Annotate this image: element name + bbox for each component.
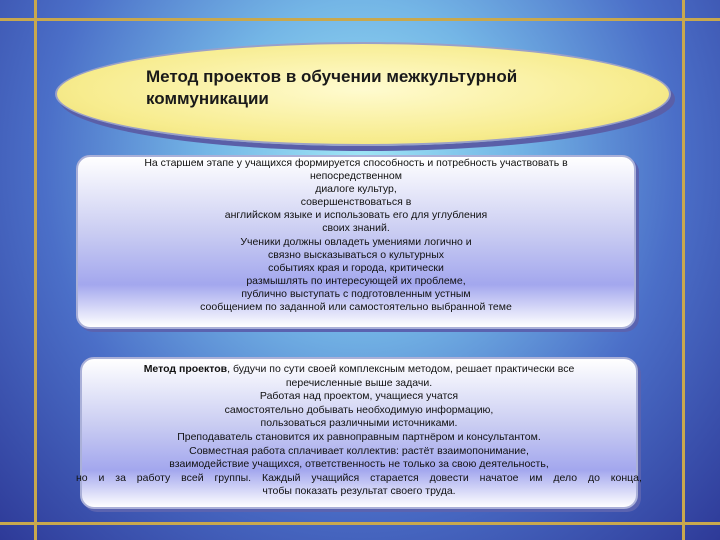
text-block-2 [76,363,642,499]
text-line: Совместная работа сплачивает коллектив: растёт взаимопонимание, [189,444,529,457]
text-line: публично выступать с подготовленным устным [241,287,471,300]
text-line: непосредственном [309,170,402,183]
text-line: своих знаний. [322,222,390,235]
text-line: связно высказываться о культурных [267,248,444,261]
text-line: Работая над проектом, учащиеся учатся [259,390,459,403]
bold-lead: Метод проектов [143,363,228,375]
word: и [98,471,105,484]
text-line: событиях края и города, критически [268,261,444,274]
text-line: совершенствоваться в [300,196,412,209]
word: конца, [610,471,642,484]
frame-line-left [34,0,37,540]
text-line: Ученики должны овладеть умениями логично и [240,235,472,248]
text-line: перечисленные выше задачи. [285,376,433,389]
text-block-1 [76,157,636,314]
word: учащийся [311,471,360,484]
word: работу [136,471,171,484]
word: за [115,471,126,484]
text-line: чтобы показать результат своего труда. [262,485,456,498]
text-line: диалоге культур, [315,183,397,196]
text-line: пользоваться различными источниками. [260,417,458,430]
text-line [76,363,642,377]
text-line: На старшем этапе у учащихся формируется способность и потребность участвовать в [144,157,568,169]
title-line-1: Метод проектов в обучении межкультурной [146,67,518,86]
word: до [587,471,600,484]
frame-line-top [0,18,720,21]
text-line: Преподаватель становится их равноправным партнёром и консультантом. [177,430,541,443]
text-line: сообщением по заданной или самостоятельно выбранной теме [200,301,512,314]
text-line: английском языке и использовать его для углубления [224,209,488,222]
text-line: взаимодействие учащихся, ответственность не только за свою деятельность, [169,458,549,471]
text-line: размышлять по интересующей их проблеме, [246,274,466,287]
word: но [76,471,88,484]
word: старается [370,471,419,484]
justified-text-line [76,472,642,486]
slide-title [146,66,586,110]
word: им [529,471,543,484]
word: Каждый [261,471,301,484]
text-line-rest: , будучи по сути своей комплексным методом, решает практически все [227,363,575,375]
frame-line-right [682,0,685,540]
title-line-2: коммуникации [146,89,269,108]
text-line: самостоятельно добывать необходимую информацию, [224,403,494,416]
frame-line-bottom [0,522,720,525]
word: всей [181,471,204,484]
word: довести [429,471,469,484]
word: группы. [214,471,252,484]
word: начатое [479,471,519,484]
word: дело [553,471,578,484]
